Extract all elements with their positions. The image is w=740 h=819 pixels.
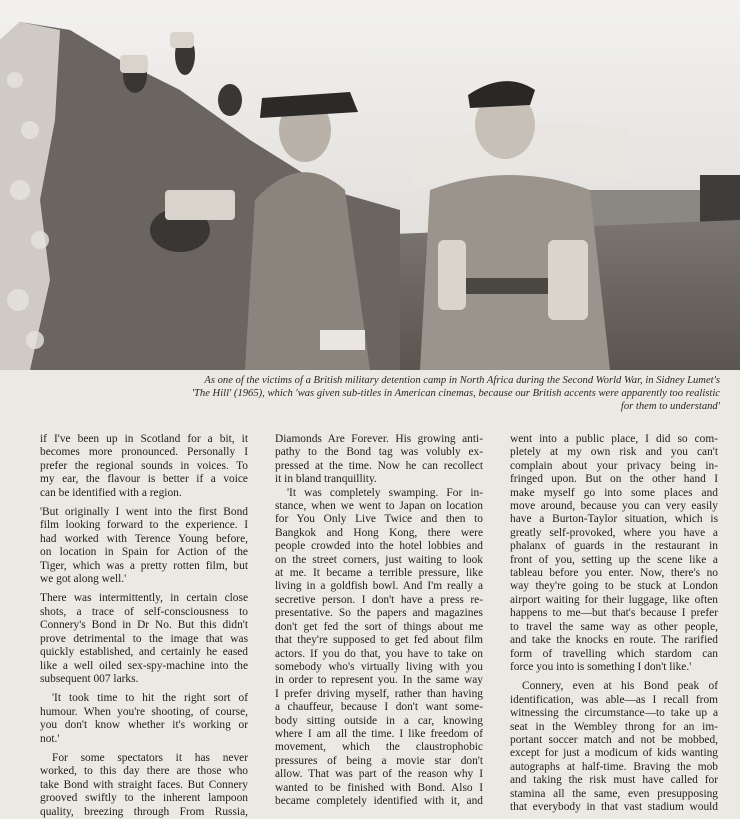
- article-line: quickly established, and certainly he eased: [40, 646, 248, 659]
- text-column-3: [510, 433, 718, 814]
- article-line: seat in the Wembley throng for an im-: [510, 720, 718, 733]
- article-line: for You Only Live Twice and then to: [275, 513, 483, 526]
- article-line: autographs at half-time. Braving the mob: [510, 760, 718, 773]
- article-line: it in bland tranquillity.: [275, 473, 377, 486]
- article-line: prefer the regional sounds in voices. To: [40, 459, 248, 472]
- article-line: my ear, the flavour is better if a voice: [40, 473, 248, 486]
- article-line: worked, to this day there are those who: [40, 765, 248, 778]
- article-line: that everybody in that vast stadium would: [510, 800, 718, 813]
- article-line: somebody who's virtually living with you: [275, 660, 483, 673]
- article-line: pletely at my own risk and you can't: [510, 446, 718, 459]
- photo-illustration: [0, 0, 740, 370]
- film-still-photo: [0, 0, 740, 370]
- article-line: had worked with Terence Young before,: [40, 532, 248, 545]
- article-line: Bangkok and Hong Kong, there were: [275, 526, 483, 539]
- caption-line: 'The Hill' (1965), which 'was given sub-titles in American cinemas, because our British accents were apparently too realistic: [191, 388, 720, 399]
- article-line: where I am all the time. I like freedom of: [275, 727, 483, 740]
- article-line: complain about your privacy being in-: [510, 459, 718, 472]
- article-line: pressed at the time. Now he can recollect: [275, 459, 483, 472]
- article-line: if I've been up in Scotland for a bit, it: [40, 433, 248, 445]
- article-line: force you into is something I don't like.': [510, 660, 692, 673]
- article-line: like a well oiled sex-spy-machine into the: [40, 659, 248, 672]
- article-line: Diamonds Are Forever. His growing anti-: [275, 433, 483, 445]
- article-line: body sitting outside in a car, knowing: [275, 714, 483, 727]
- article-line: pressures of being a movie star don't: [275, 754, 483, 767]
- photo-caption: [40, 374, 720, 413]
- article-line: tableau before you enter. Now, there's no: [510, 567, 718, 580]
- article-line: happens to me—but that's because I prefer: [510, 607, 718, 620]
- article-line: phalanx of guards in the restaurant in: [510, 540, 718, 553]
- article-line: we got along well.': [40, 573, 127, 586]
- article-line: don't get fed the sort of things about me: [275, 620, 483, 633]
- article-line: presentative. So the papers and magazines: [275, 607, 483, 620]
- article-line: wanted to be finished with Bond. Also I: [275, 781, 483, 794]
- caption-line: As one of the victims of a British military detention camp in North Africa during the Second World War, in Sidney Lumet's: [204, 375, 720, 386]
- article-line: you don't know whether it's working or: [40, 719, 248, 732]
- article-line: can be identified with a region.: [40, 486, 182, 499]
- article-line: Connery, even at his Bond peak of: [522, 680, 718, 693]
- article-line: I prefer driving myself, rather than having: [275, 687, 483, 700]
- article-line: on location in Spain for Action of the: [40, 546, 248, 559]
- article-line: became completely identified with it, and: [275, 794, 483, 807]
- article-line: make myself go into some places and: [510, 486, 718, 499]
- article-line: 'But originally I went into the first Bond: [40, 506, 248, 519]
- article-line: secretive person. I don't have a press re-: [275, 593, 483, 606]
- article-line: form of travelling which stardom can: [510, 647, 718, 660]
- article-line: have a Burton-Taylor situation, which is: [510, 513, 718, 526]
- article-line: greatly self-provoked, where you have a: [510, 526, 718, 539]
- article-line: grooved swiftly to the inherent lampoon: [40, 792, 248, 805]
- article-line: at me. It became a terrible pressure, like: [275, 567, 483, 580]
- article-line: people crowded into the hotel lobbies and: [275, 540, 483, 553]
- article-line: and taking the risk must have called for: [510, 774, 718, 787]
- article-line: not.': [40, 732, 60, 745]
- article-line: 'It was completely swamping. For in-: [287, 486, 483, 499]
- article-line: identification, was able—as I recall from: [510, 693, 718, 706]
- article-line: way they're going to be stuck at London: [510, 580, 718, 593]
- article-line: prove detrimental to the image that was: [40, 632, 248, 645]
- article-line: quality, breezing through From Russia,: [40, 805, 248, 818]
- article-line: shots, a trace of self-consciousness to: [40, 605, 248, 618]
- article-line: humour. When you're shooting, of course,: [40, 705, 248, 718]
- article-line: portant soccer match and not be mobbed,: [510, 733, 718, 746]
- article-line: in order to represent you. In the same way: [275, 674, 483, 687]
- article-line: witnessing the circumstance—to take up a: [510, 707, 718, 720]
- article-line: a chauffeur, because I don't want some-: [275, 701, 483, 714]
- article-line: went into a public place, I did so com-: [510, 433, 718, 445]
- article-line: film looking forward to the experience. I: [40, 519, 248, 532]
- caption-line: for them to understand': [620, 401, 720, 412]
- article-line: stance, when we went to Japan on location: [275, 500, 483, 513]
- article-line: front of you, setting up the scene like a: [510, 553, 718, 566]
- article-line: 'It took time to hit the right sort of: [52, 692, 248, 705]
- article-line: subsequent 007 larks.: [40, 672, 139, 685]
- article-line: movement, which the claustrophobic: [275, 741, 483, 754]
- article-line: Connery's Bond in Dr No. But this didn't: [40, 619, 248, 632]
- article-line: airport waiting for their luggage, like often: [510, 593, 718, 606]
- article-line: living in a goldfish bowl. And I'm really a: [275, 580, 483, 593]
- article-line: Tiger, which was a pretty rotten film, but: [40, 559, 248, 572]
- article-line: pathy to the Bond tag was volubly ex-: [275, 446, 483, 459]
- article-line: becomes more pronounced. Personally I: [40, 446, 248, 459]
- article-line: allow. That was part of the reason why I: [275, 768, 483, 781]
- article-line: on the street corners, just waiting to look: [275, 553, 483, 566]
- article-line: to travel the same way as other people,: [510, 620, 718, 633]
- article-line: For some spectators it has never: [52, 751, 248, 764]
- article-line: move around, because you can very easily: [510, 500, 718, 513]
- article-line: except for just a modicum of kids wanting: [510, 747, 718, 760]
- article-line: take Bond with straight faces. But Connery: [40, 778, 248, 791]
- text-column-2: [275, 433, 483, 808]
- article-line: There was intermittently, in certain close: [40, 592, 248, 605]
- text-column-1: [40, 433, 248, 819]
- article-line: that they're supposed to get fed about film: [275, 634, 483, 647]
- article-line: and take the knocks en route. The rarified: [510, 634, 718, 647]
- article-line: stamina all the same, even presupposing: [510, 787, 718, 800]
- article-line: fringed upon. But on the other hand I: [510, 473, 718, 486]
- article-line: actors. If you do that, you have to take on: [275, 647, 483, 660]
